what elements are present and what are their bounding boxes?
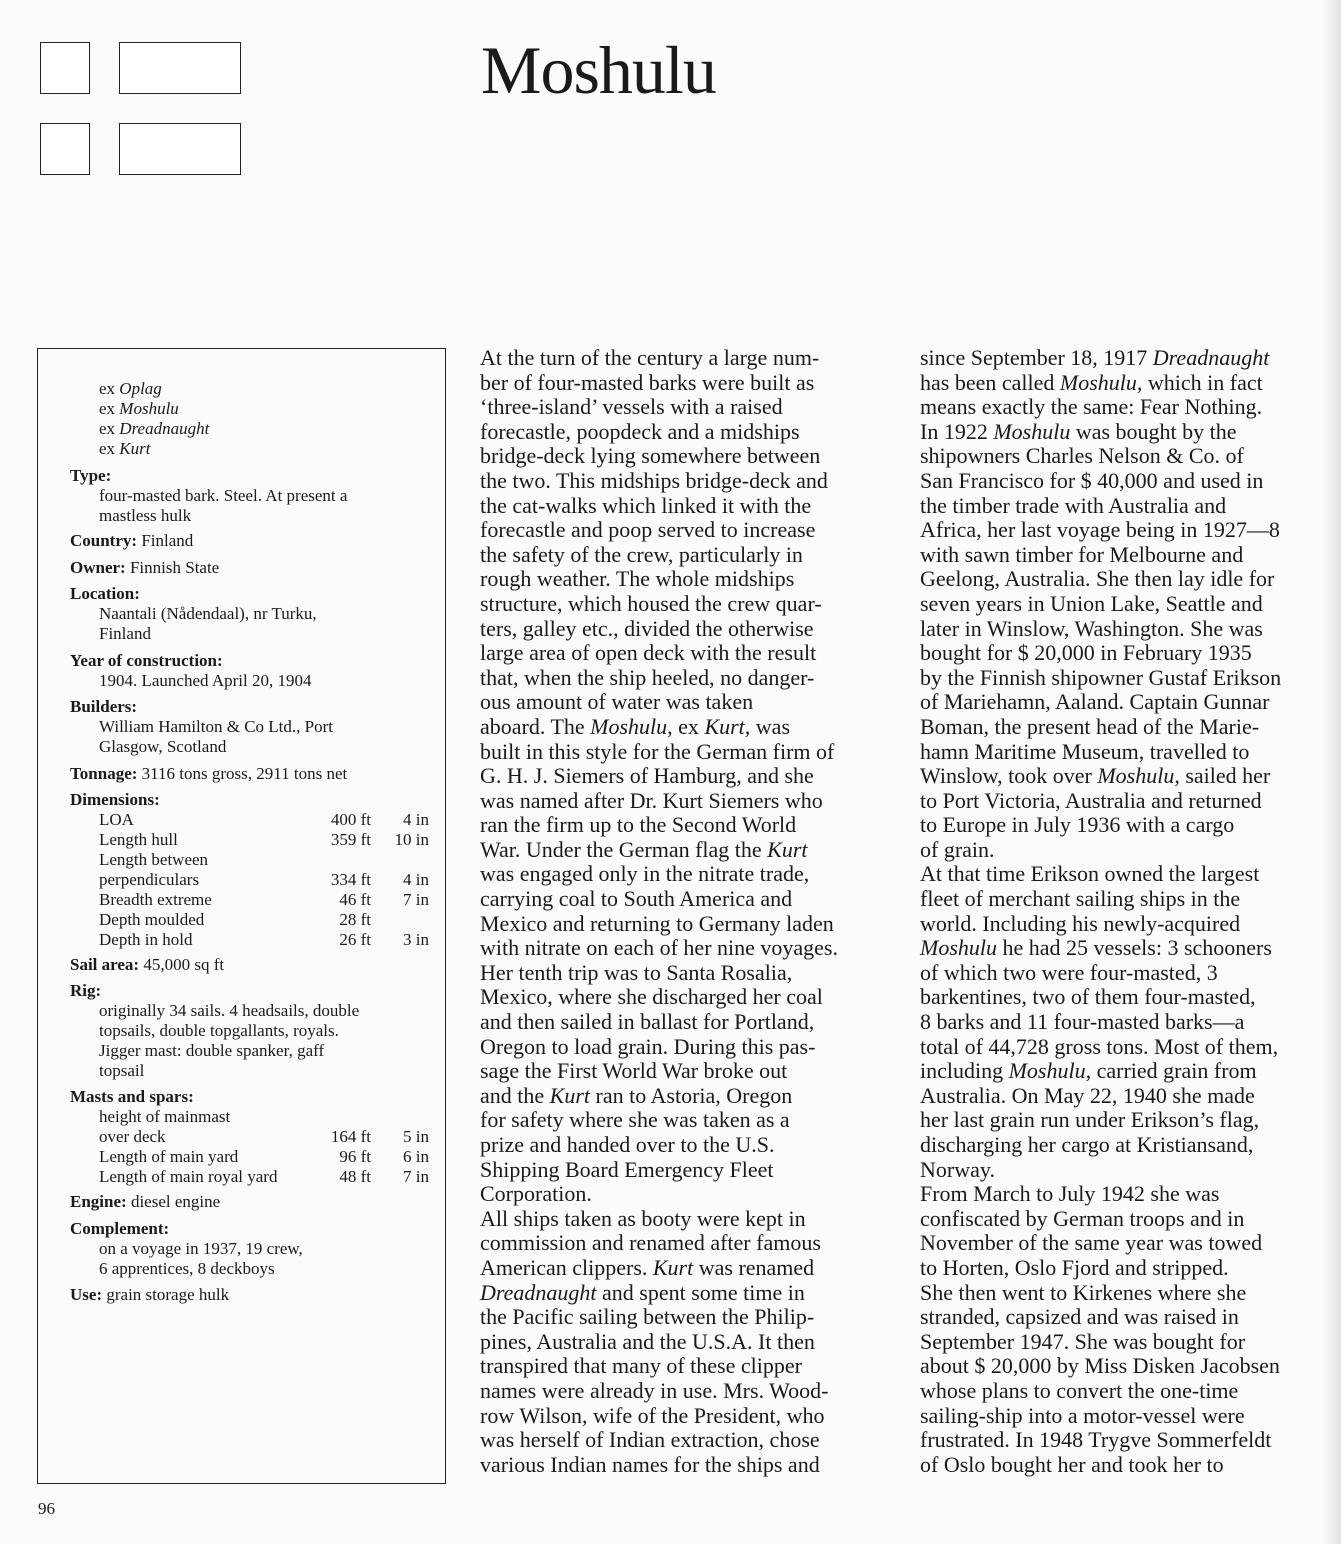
text-line: row Wilson, wife of the President, who (480, 1402, 825, 1428)
text-line: the cat-walks which linked it with the (480, 492, 812, 518)
engine-entry: Engine: diesel engine (70, 1192, 221, 1211)
text-line: has been called Moshulu, which in fact (920, 369, 1263, 395)
text-line: War. Under the German flag the Kurt (480, 836, 808, 862)
text-line: Mexico, where she discharged her coal (480, 984, 823, 1010)
text-line: the timber trade with Australia and (920, 492, 1227, 518)
type-entry: Type: four-masted bark. Steel. At present a mastless hulk (70, 466, 348, 525)
dimension-row: perpendiculars 334 ft 4 in (99, 870, 429, 889)
text-line: bought for $ 20,000 in February 1935 (920, 640, 1252, 666)
text-line: about $ 20,000 by Miss Disken Jacobsen (920, 1353, 1280, 1379)
text-line: and then sailed in ballast for Portland, (480, 1009, 815, 1035)
text-line: forecastle and poop served to increase (480, 517, 816, 543)
body-column-1 (480, 346, 890, 1477)
masts-heading: Masts and spars: (70, 1087, 194, 1106)
text-line: carrying coal to South America and (480, 886, 793, 912)
text-line: Dreadnaught and spent some time in (480, 1279, 805, 1305)
text-line: for safety where she was taken as a (480, 1107, 790, 1133)
sail-area-entry: Sail area: 45,000 sq ft (70, 955, 225, 974)
dimension-row: Breadth extreme 46 ft 7 in (99, 890, 429, 909)
text-line: transpired that many of these clipper (480, 1353, 802, 1379)
page-title: Moshulu (481, 32, 716, 108)
dimensions-heading: Dimensions: (70, 790, 160, 809)
text-line: Boman, the present head of the Marie- (920, 713, 1260, 739)
text-line: hamn Maritime Museum, travelled to (920, 738, 1250, 764)
mast-row: Length of main yard 96 ft 6 in (99, 1147, 429, 1166)
text-line: whose plans to convert the one-time (920, 1377, 1239, 1403)
text-line: confiscated by German troops and in (920, 1205, 1245, 1231)
text-line: rough weather. The whole midships (480, 566, 795, 592)
text-line: world. Including his newly-acquired (920, 910, 1241, 936)
text-line: with nitrate on each of her nine voyages. (480, 935, 838, 961)
text-line: ters, galley etc., divided the otherwise (480, 615, 814, 641)
text-line: At that time Erikson owned the largest (920, 861, 1260, 887)
use-entry: Use: grain storage hulk (70, 1285, 230, 1304)
text-line: ous amount of water was taken (480, 689, 754, 715)
text-line: From March to July 1942 she was (920, 1181, 1220, 1207)
dimension-row: Length between (99, 850, 209, 869)
text-line: to Horten, Oslo Fjord and stripped. (920, 1254, 1229, 1280)
text-line: seven years in Union Lake, Seattle and (920, 590, 1263, 616)
text-line: built in this style for the German firm of (480, 738, 835, 764)
complement-entry: Complement: on a voyage in 1937, 19 crew, 6 apprentices, 8 deckboys (70, 1219, 303, 1278)
page-number: 96 (38, 1499, 55, 1518)
header-box-2 (119, 42, 241, 94)
text-line: later in Winslow, Washington. She was (920, 615, 1263, 641)
tonnage-entry: Tonnage: 3116 tons gross, 2911 tons net (70, 764, 348, 783)
masts-table (99, 1107, 429, 1187)
text-line: frustrated. In 1948 Trygve Sommerfeldt (920, 1427, 1272, 1453)
text-line: structure, which housed the crew quar- (480, 590, 822, 616)
text-line: was herself of Indian extraction, chose (480, 1427, 820, 1453)
text-line: including Moshulu, carried grain from (920, 1058, 1257, 1084)
text-line: She then went to Kirkenes where she (920, 1279, 1247, 1305)
text-line: Australia. On May 22, 1940 she made (920, 1082, 1255, 1108)
text-line: Her tenth trip was to Santa Rosalia, (480, 959, 793, 985)
dimension-row: Length hull 359 ft 10 in (99, 830, 429, 849)
text-line: prize and handed over to the U.S. (480, 1132, 775, 1157)
text-line: fleet of merchant sailing ships in the (920, 886, 1241, 912)
text-line: and the Kurt ran to Astoria, Oregon (480, 1082, 793, 1108)
former-names (99, 379, 209, 459)
location-entry: Location: Naantali (Nådendaal), nr Turku, Finland (70, 584, 317, 643)
text-line: aboard. The Moshulu, ex Kurt, was (480, 713, 791, 739)
text-line: of Oslo bought her and took her to (920, 1451, 1224, 1477)
text-line: Norway. (920, 1156, 995, 1182)
text-line: September 1947. She was bought for (920, 1328, 1246, 1354)
alias-item: ex Dreadnaught (99, 419, 210, 438)
text-line: 8 barks and 11 four-masted barks—a (920, 1009, 1245, 1035)
text-line: of which two were four-masted, 3 (920, 959, 1218, 985)
mast-row: over deck 164 ft 5 in (99, 1127, 429, 1146)
text-line: ber of four-masted barks were built as (480, 369, 815, 395)
text-line: that, when the ship heeled, no danger- (480, 664, 815, 690)
rig-entry: Rig: originally 34 sails. 4 headsails, double topsails, double topgallants, royals. Jigger mast: double spanker, gaff topsail (70, 981, 360, 1080)
text-line: American clippers. Kurt was renamed (480, 1254, 815, 1280)
text-line: sage the First World War broke out (480, 1058, 788, 1084)
text-line: sailing-ship into a motor-vessel were (920, 1402, 1245, 1428)
builders-entry: Builders: William Hamilton & Co Ltd., Port Glasgow, Scotland (70, 697, 333, 756)
mast-row: Length of main royal yard 48 ft 7 in (99, 1167, 429, 1186)
text-line: ran the firm up to the Second World (480, 812, 797, 838)
text-line: November of the same year was towed (920, 1230, 1263, 1256)
text-line: was engaged only in the nitrate trade, (480, 861, 810, 887)
dimension-row: Depth in hold 26 ft 3 in (99, 930, 429, 949)
country-entry: Country: Finland (70, 531, 194, 550)
text-line: was named after Dr. Kurt Siemers who (480, 787, 823, 813)
text-line: forecastle, poopdeck and a midships (480, 418, 800, 444)
mast-row: height of mainmast (99, 1107, 231, 1126)
dimension-row: LOA 400 ft 4 in (99, 810, 429, 829)
alias-item: ex Moshulu (99, 399, 179, 418)
text-line: various Indian names for the ships and (480, 1451, 820, 1477)
header-box-3 (40, 123, 90, 175)
text-line: total of 44,728 gross tons. Most of them, (920, 1033, 1279, 1059)
text-line: means exactly the same: Fear Nothing. (920, 394, 1263, 420)
text-line: of Mariehamn, Aaland. Captain Gunnar (920, 689, 1270, 715)
text-line: In 1922 Moshulu was bought by the (920, 418, 1237, 444)
text-line: since September 18, 1917 Dreadnaught (920, 345, 1270, 370)
ship-details-box (37, 348, 446, 1484)
text-line: Mexico and returning to Germany laden (480, 910, 834, 936)
text-line: ‘three-island’ vessels with a raised (480, 394, 783, 420)
alias-item: ex Kurt (99, 439, 151, 458)
text-line: with sawn timber for Melbourne and (920, 541, 1244, 567)
text-line: by the Finnish shipowner Gustaf Erikson (920, 664, 1282, 690)
text-line: her last grain run under Erikson’s flag, (920, 1107, 1260, 1133)
body-column-2 (920, 346, 1330, 1477)
text-line: to Port Victoria, Australia and returned (920, 787, 1262, 813)
text-line: large area of open deck with the result (480, 640, 817, 666)
text-line: Winslow, took over Moshulu, sailed her (920, 763, 1271, 789)
alias-item: ex Oplag (99, 379, 162, 398)
year-entry: Year of construction: 1904. Launched April 20, 1904 (70, 651, 312, 690)
text-line: G. H. J. Siemers of Hamburg, and she (480, 763, 814, 789)
text-line: pines, Australia and the U.S.A. It then (480, 1328, 815, 1354)
text-line: of grain. (920, 836, 995, 862)
text-line: to Europe in July 1936 with a cargo (920, 812, 1235, 838)
dimensions-table (99, 810, 429, 950)
text-line: Africa, her last voyage being in 1927—8 (920, 517, 1280, 543)
text-line: Moshulu he had 25 vessels: 3 schooners (920, 935, 1272, 961)
text-line: bridge-deck lying somewhere between (480, 443, 821, 469)
text-line: shipowners Charles Nelson & Co. of (920, 443, 1244, 469)
text-line: Geelong, Australia. She then lay idle for (920, 566, 1275, 592)
header-box-1 (40, 42, 90, 94)
text-line: At the turn of the century a large num- (480, 345, 820, 370)
owner-entry: Owner: Finnish State (70, 558, 220, 577)
text-line: the Pacific sailing between the Philip- (480, 1304, 815, 1330)
dimension-row: Depth moulded 28 ft (99, 910, 371, 929)
text-line: stranded, capsized and was raised in (920, 1304, 1239, 1330)
text-line: discharging her cargo at Kristiansand, (920, 1132, 1254, 1157)
text-line: San Francisco for $ 40,000 and used in (920, 467, 1264, 493)
text-line: barkentines, two of them four-masted, (920, 984, 1256, 1010)
text-line: the safety of the crew, particularly in (480, 541, 803, 567)
header-box-4 (119, 123, 241, 175)
text-line: commission and renamed after famous (480, 1230, 821, 1256)
text-line: Shipping Board Emergency Fleet (480, 1156, 774, 1182)
text-line: the two. This midships bridge-deck and (480, 467, 828, 493)
text-line: names were already in use. Mrs. Wood- (480, 1377, 829, 1403)
text-line: Oregon to load grain. During this pas- (480, 1033, 816, 1059)
text-line: All ships taken as booty were kept in (480, 1205, 806, 1231)
text-line: Corporation. (480, 1181, 592, 1207)
